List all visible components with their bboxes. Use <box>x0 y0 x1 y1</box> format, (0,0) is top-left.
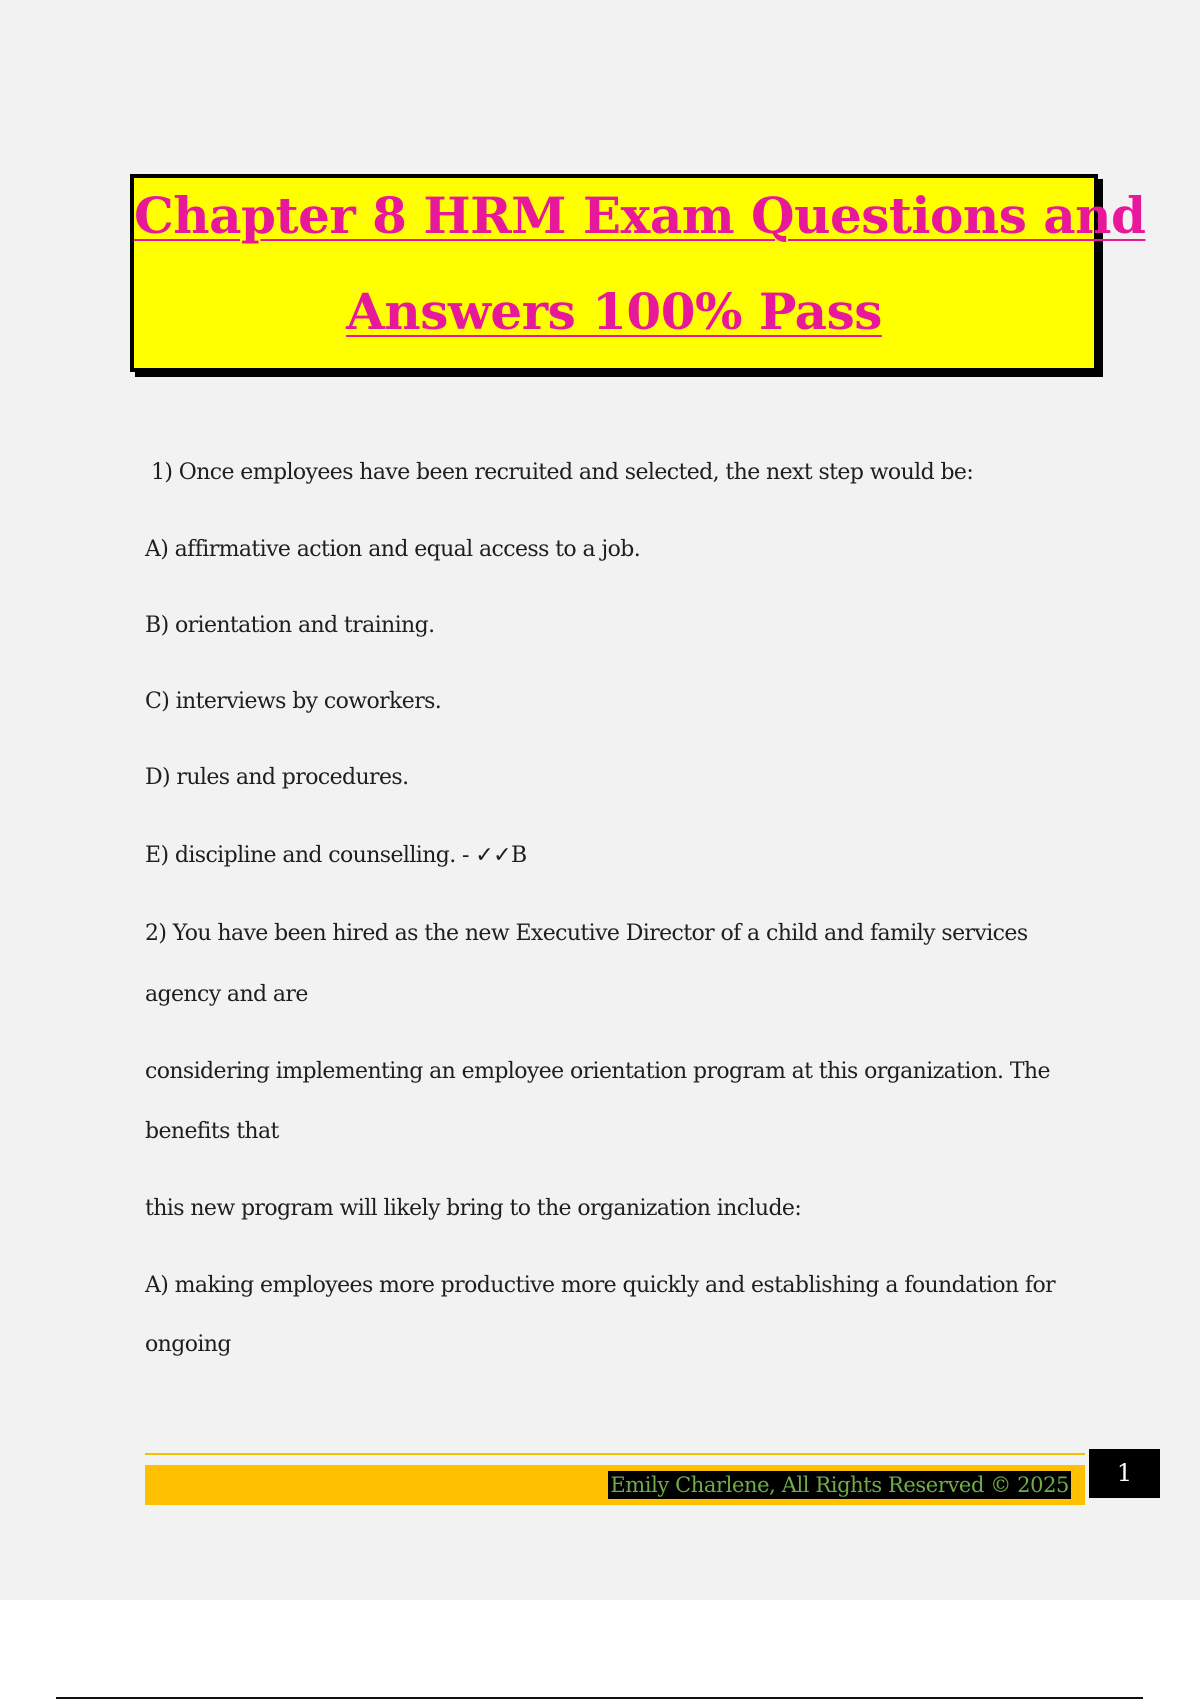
question-1-option-a: A) affirmative action and equal access to a job. <box>145 537 641 562</box>
question-1-option-c: C) interviews by coworkers. <box>145 689 442 714</box>
question-2-option-a-line-1: A) making employees more productive more quickly and establishing a foundation for <box>145 1273 1056 1298</box>
footer-rule <box>145 1453 1085 1455</box>
page-bottom-rule <box>56 1697 1143 1699</box>
question-2-text-line-3: considering implementing an employee orientation program at this organization. The <box>145 1059 1050 1084</box>
question-1-option-d: D) rules and procedures. <box>145 765 409 790</box>
footer-copyright: Emily Charlene, All Rights Reserved © 2025 <box>610 1473 1069 1497</box>
question-1-option-b: B) orientation and training. <box>145 613 435 638</box>
title-banner <box>130 174 1146 372</box>
question-2-text-line-4: benefits that <box>145 1119 279 1144</box>
question-2-option-a-line-2: ongoing <box>145 1332 231 1357</box>
page-number: 1 <box>1089 1449 1160 1498</box>
question-1-option-e-answer: E) discipline and counselling. - ✓✓B <box>145 843 527 868</box>
question-1-text: 1) Once employees have been recruited and selected, the next step would be: <box>151 460 974 485</box>
question-2-text-line-5: this new program will likely bring to the organization include: <box>145 1196 802 1221</box>
footer-band <box>145 1465 1085 1505</box>
document-title-line-1: Chapter 8 HRM Exam Questions and <box>134 186 1146 245</box>
question-2-text-line-1: 2) You have been hired as the new Executive Director of a child and family services <box>145 921 1028 946</box>
question-2-text-line-2: agency and are <box>145 982 308 1007</box>
document-title-line-2: Answers 100% Pass <box>346 282 882 341</box>
